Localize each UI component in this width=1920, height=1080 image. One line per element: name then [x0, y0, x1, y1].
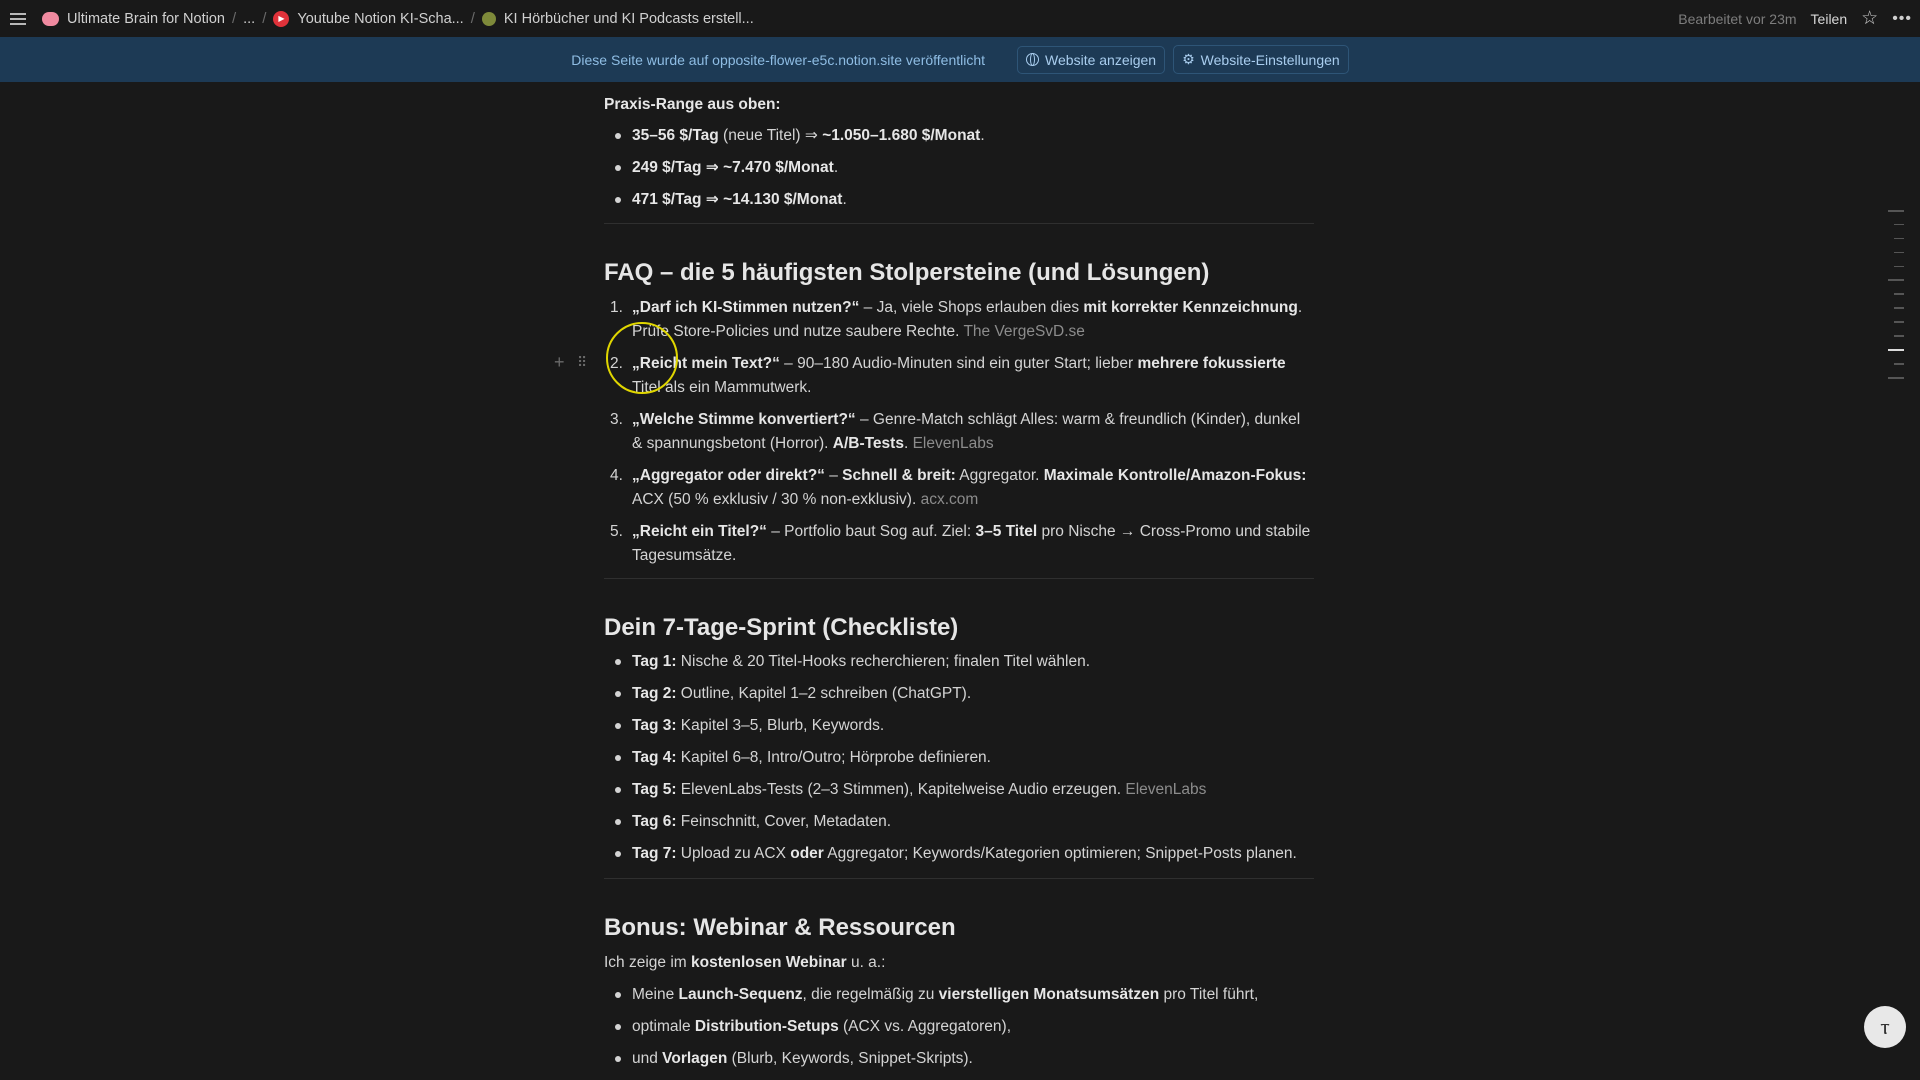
item-text: pro Nische → Cross-Promo und stabile Tagesumsätze.: [632, 523, 1311, 564]
breadcrumb-item-youtube[interactable]: [267, 11, 469, 27]
item-bold: A/B-Tests: [832, 435, 904, 452]
bullet: [615, 723, 621, 729]
sidebar-toggle-button[interactable]: [0, 0, 36, 37]
toc-line[interactable]: [1888, 279, 1904, 281]
checklist-item: [632, 778, 1312, 802]
checklist-item: [632, 682, 1312, 706]
item-bold: kostenlosen Webinar: [691, 954, 847, 971]
item-text: Ich zeige im: [604, 954, 692, 971]
item-text: ACX (50 % exklusiv / 30 % non-exklusiv).: [632, 491, 921, 508]
bullet: [615, 691, 621, 697]
source-link[interactable]: ElevenLabs: [1125, 781, 1207, 798]
item-text: pro Titel führt,: [1159, 986, 1259, 1003]
bullet: [615, 1024, 621, 1030]
toc-line[interactable]: [1888, 377, 1904, 379]
bonus-heading: Bonus: Webinar & Ressourcen: [604, 914, 956, 941]
item-bold: mit korrekter Kennzeichnung: [1083, 299, 1298, 316]
item-bold: 249 $/Tag ⇒ ~7.470 $/Monat: [632, 159, 834, 176]
item-bold: Schnell & breit:: [842, 467, 956, 484]
source-link[interactable]: The VergeSvD.se: [963, 323, 1085, 340]
item-text: Feinschnitt, Cover, Metadaten.: [676, 813, 892, 830]
view-website-button[interactable]: [1017, 46, 1165, 74]
toc-line[interactable]: [1894, 363, 1904, 365]
item-text: .: [903, 435, 913, 452]
item-text: .: [842, 191, 847, 208]
toc-line[interactable]: [1894, 252, 1904, 254]
youtube-icon: ▶: [273, 11, 289, 27]
bullet: [615, 819, 621, 825]
list-item: [632, 188, 1312, 212]
faq-question: „Welche Stimme konvertiert?“: [632, 411, 856, 428]
published-message: Diese Seite wurde auf opposite-flower-e5c.notion.site veröffentlicht: [571, 51, 986, 68]
checklist-item: [632, 650, 1312, 674]
day-label: Tag 1:: [632, 653, 677, 670]
item-bold: vierstelligen Monatsumsätzen: [938, 986, 1160, 1003]
item-text: .: [833, 159, 839, 176]
bullet: [615, 133, 621, 139]
list-item: [632, 124, 1312, 148]
item-text: . Prüfe Store-Policies und nutze saubere Rechte.: [632, 299, 1303, 340]
toc-line[interactable]: [1888, 210, 1904, 212]
breadcrumb-label: KI Hörbücher und KI Podcasts erstell...: [503, 10, 754, 27]
item-text: , die regelmäßig zu: [802, 986, 939, 1003]
edited-timestamp: Bearbeitet vor 23m: [1678, 10, 1797, 27]
item-bold: mehrere fokussierte: [1137, 355, 1286, 372]
item-text: Kapitel 6–8, Intro/Outro; Hörprobe definieren.: [676, 749, 991, 766]
item-number: 5.: [610, 523, 623, 540]
breadcrumb-separator: /: [231, 10, 237, 27]
faq-heading: FAQ – die 5 häufigsten Stolpersteine (und Lösungen): [604, 259, 1210, 286]
add-block-icon[interactable]: +: [554, 352, 565, 372]
item-text: Titel als ein Mammutwerk.: [632, 379, 812, 396]
checklist-item: [632, 714, 1312, 738]
day-label: Tag 7:: [632, 845, 677, 862]
item-bold: Vorlagen: [662, 1050, 728, 1067]
view-website-label: Website anzeigen: [1045, 51, 1157, 68]
faq-question: „Aggregator oder direkt?“: [632, 467, 825, 484]
item-text: Kapitel 3–5, Blurb, Keywords.: [676, 717, 885, 734]
sprint-heading: Dein 7-Tage-Sprint (Checkliste): [604, 614, 959, 641]
item-bold: ~1.050–1.680 $/Monat: [822, 127, 981, 144]
globe-icon: [1026, 53, 1039, 66]
bullet: [615, 787, 621, 793]
item-text: –: [824, 467, 843, 484]
divider: [604, 878, 1314, 879]
item-bold: 471 $/Tag ⇒ ~14.130 $/Monat: [632, 191, 843, 208]
breadcrumb-label: Youtube Notion KI-Scha...: [297, 10, 464, 27]
website-settings-button[interactable]: [1173, 45, 1349, 74]
help-button[interactable]: [1864, 1006, 1906, 1048]
item-text: Meine: [632, 986, 679, 1003]
bonus-intro: [604, 952, 885, 974]
more-options-icon[interactable]: •••: [1892, 9, 1912, 27]
source-link[interactable]: ElevenLabs: [912, 435, 994, 452]
website-settings-label: Website-Einstellungen: [1200, 51, 1340, 68]
source-link[interactable]: acx.com: [920, 491, 979, 508]
item-text: (ACX vs. Aggregatoren),: [838, 1018, 1012, 1035]
item-text: und: [632, 1050, 663, 1067]
item-number: 4.: [610, 467, 623, 484]
help-icon: ⲧ: [1880, 1014, 1890, 1040]
item-text: (neue Titel) ⇒: [718, 127, 823, 144]
breadcrumb-label: ...: [243, 10, 256, 27]
top-actions: [1678, 0, 1920, 37]
breadcrumb-separator: /: [470, 10, 475, 27]
item-bold: Launch-Sequenz: [678, 986, 803, 1003]
item-text: Nische & 20 Titel-Hooks recherchieren; finalen Titel wählen.: [676, 653, 1091, 670]
faq-item: [610, 464, 1312, 512]
item-text: Outline, Kapitel 1–2 schreiben (ChatGPT).: [676, 685, 972, 702]
bullet: [615, 992, 621, 998]
item-text: .: [980, 127, 985, 144]
toc-line[interactable]: [1894, 307, 1904, 309]
bonus-item: [632, 1047, 1312, 1071]
faq-question: „Darf ich KI-Stimmen nutzen?“: [632, 299, 860, 316]
breadcrumb-label: Ultimate Brain for Notion: [67, 10, 225, 27]
bullet: [615, 197, 621, 203]
breadcrumb: [36, 10, 760, 27]
day-label: Tag 4:: [632, 749, 677, 766]
divider: [604, 223, 1314, 224]
item-number: 3.: [610, 411, 623, 428]
faq-question: „Reicht mein Text?“: [632, 355, 780, 372]
published-banner: [0, 37, 1920, 82]
item-text: Aggregator; Keywords/Kategorien optimieren; Snippet-Posts planen.: [823, 845, 1297, 862]
toc-line[interactable]: [1894, 293, 1904, 295]
divider: [604, 578, 1314, 579]
item-text: ElevenLabs-Tests (2–3 Stimmen), Kapitelweise Audio erzeugen.: [676, 781, 1126, 798]
item-text: u. a.:: [846, 954, 886, 971]
day-label: Tag 6:: [632, 813, 677, 830]
item-bold: Maximale Kontrolle/Amazon-Fokus:: [1043, 467, 1307, 484]
bonus-item: [632, 1015, 1312, 1039]
item-text: – Genre-Match schlägt Alles: warm & freundlich (Kinder), dunkel & spannungsbetont (Horror).: [632, 411, 1301, 452]
item-text: Aggregator.: [955, 467, 1044, 484]
menu-icon: [10, 13, 26, 25]
bullet: [615, 659, 621, 665]
day-label: Tag 2:: [632, 685, 677, 702]
breadcrumb-item-ellipsis[interactable]: [237, 11, 261, 27]
day-label: Tag 3:: [632, 717, 677, 734]
praxis-heading: [604, 94, 781, 116]
item-text: Upload zu ACX: [676, 845, 791, 862]
praxis-heading-text: Praxis-Range aus oben:: [604, 96, 781, 113]
toc-line[interactable]: [1894, 335, 1904, 337]
day-label: Tag 5:: [632, 781, 677, 798]
faq-item: [610, 352, 1312, 400]
table-of-contents-minimap[interactable]: [1888, 210, 1904, 391]
faq-question: „Reicht ein Titel?“: [632, 523, 767, 540]
bullet: [615, 755, 621, 761]
breadcrumb-separator: /: [262, 10, 267, 27]
drag-handle-icon[interactable]: ⠿: [577, 354, 588, 370]
breadcrumb-item-current-page[interactable]: [476, 11, 760, 27]
item-number: 2.: [610, 355, 623, 372]
faq-item: [610, 296, 1312, 344]
toc-line-active[interactable]: [1888, 349, 1904, 351]
item-bold: oder: [790, 845, 824, 862]
toc-line[interactable]: [1894, 266, 1904, 268]
bonus-item: [632, 983, 1312, 1007]
checklist-item: [632, 842, 1312, 866]
bullet: [615, 1056, 621, 1062]
item-bold: Distribution-Setups: [694, 1018, 839, 1035]
item-text: – 90–180 Audio-Minuten sind ein guter Start; lieber: [779, 355, 1138, 372]
item-bold: 35–56 $/Tag: [632, 127, 719, 144]
top-bar: [0, 0, 1920, 37]
brain-icon: [42, 12, 59, 26]
toc-line[interactable]: [1894, 321, 1904, 323]
item-text: – Ja, viele Shops erlauben dies: [859, 299, 1084, 316]
favorite-star-icon[interactable]: ☆: [1861, 8, 1879, 29]
item-text: – Portfolio baut Sog auf. Ziel:: [766, 523, 976, 540]
checklist-item: [632, 746, 1312, 770]
toc-line[interactable]: [1894, 238, 1904, 240]
page-icon: [482, 12, 496, 26]
item-text: (Blurb, Keywords, Snippet-Skripts).: [727, 1050, 973, 1067]
cursor-highlight: [606, 322, 678, 394]
breadcrumb-item-ultimate-brain[interactable]: [36, 11, 231, 27]
faq-item: [610, 408, 1312, 456]
share-button[interactable]: Teilen: [1810, 10, 1848, 27]
toc-line[interactable]: [1894, 224, 1904, 226]
item-number: 1.: [610, 299, 623, 316]
faq-item: [610, 520, 1312, 568]
bullet: [615, 165, 621, 171]
checklist-item: [632, 810, 1312, 834]
gear-icon: ⚙: [1182, 51, 1195, 67]
bullet: [615, 851, 621, 857]
item-bold: 3–5 Titel: [975, 523, 1038, 540]
list-item: [632, 156, 1312, 180]
item-text: optimale: [632, 1018, 695, 1035]
